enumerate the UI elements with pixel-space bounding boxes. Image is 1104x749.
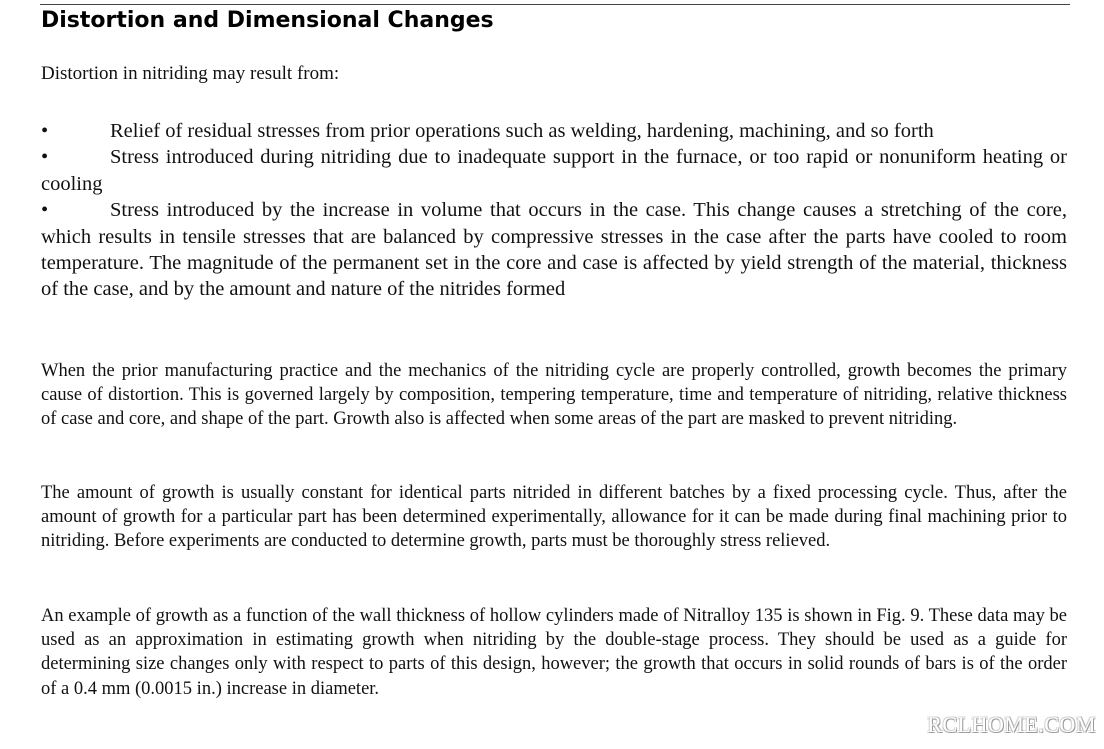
paragraph: The amount of growth is usually constant for identical parts nitrided in different batches by a fixed processing cycle. Thus, after the amount of growth for a particular part has been determined experimentally, allowance for it can be made during final machining prior to nitriding. Before experiments are conducted to determine growth, parts must be thoroughly stress relieved.	[41, 483, 1067, 552]
paragraph: An example of growth as a function of the wall thickness of hollow cylinders made of Nitralloy 135 is shown in Fig. 9. These data may be used as an approximation in estimating growth when nitriding by the double-stage process. They should be used as a guide for determining size changes only with respect to parts of this design, however; the growth that occurs in solid rounds of bars is of the order of a 0.4 mm (0.0015 in.) increase in diameter.	[41, 606, 1067, 699]
list-item-text: Relief of residual stresses from prior operations such as welding, hardening, machining, and so forth	[110, 120, 934, 142]
list-item	[41, 197, 1067, 303]
intro-text: Distortion in nitriding may result from:	[41, 63, 340, 84]
list-item	[41, 118, 1067, 144]
watermark: RCLHOME.COM	[927, 712, 1096, 737]
bullet-icon: •	[41, 120, 49, 142]
list-item	[41, 144, 1067, 197]
section-heading: Distortion and Dimensional Changes	[41, 8, 494, 33]
distortion-causes-list	[41, 118, 1067, 303]
bullet-icon: •	[41, 199, 49, 222]
list-item-text: Stress introduced by the increase in volume that occurs in the case. This change causes a stretching of the core, which results in tensile stresses that are balanced by compressive stresses in the case after the parts have cooled to room temperature. The magnitude of the permanent set in the core and case is affected by yield strength of the material, thickness of the case, and by the amount and nature of the nitrides formed	[41, 199, 1067, 301]
bullet-icon: •	[41, 146, 49, 169]
top-rule	[40, 4, 1070, 5]
list-item-text: Stress introduced during nitriding due to inadequate support in the furnace, or too rapid or nonuniform heating or cooling	[41, 146, 1067, 195]
paragraph: When the prior manufacturing practice and the mechanics of the nitriding cycle are properly controlled, growth becomes the primary cause of distortion. This is governed largely by composition, tempering temperature, time and temperature of nitriding, relative thickness of case and core, and shape of the part. Growth also is affected when some areas of the part are masked to prevent nitriding.	[41, 361, 1067, 430]
